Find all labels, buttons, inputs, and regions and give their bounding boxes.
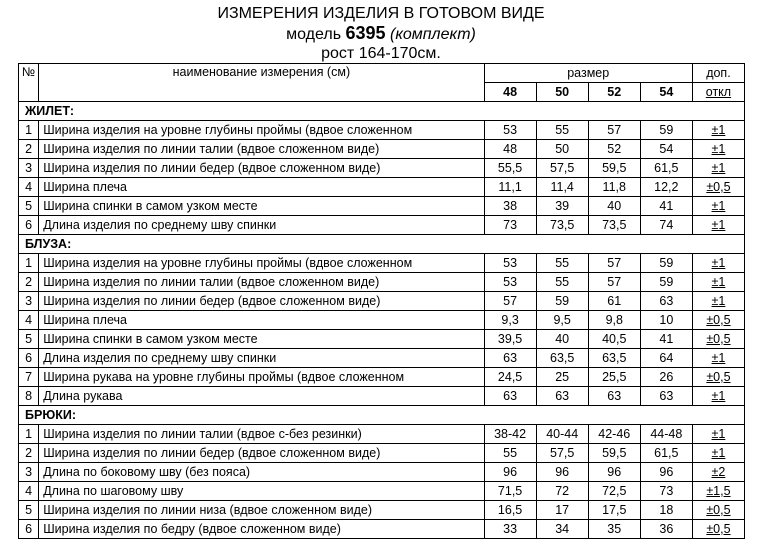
measurement-name: Длина по боковому шву (без пояса) <box>39 463 484 482</box>
section-title: БРЮКИ: <box>19 406 745 425</box>
table-row <box>19 387 745 406</box>
measurement-value: 42-46 <box>588 425 640 444</box>
table-row <box>19 463 745 482</box>
measurement-name: Ширина спинки в самом узком месте <box>39 330 484 349</box>
tolerance-cell <box>692 520 744 539</box>
col-tolerance-header-bottom <box>692 83 744 102</box>
model-suffix: (комплект) <box>385 26 476 43</box>
measurement-name: Ширина изделия по линии низа (вдвое сложенном виде) <box>39 501 484 520</box>
measurement-value: 25,5 <box>588 368 640 387</box>
tolerance-cell <box>692 330 744 349</box>
tolerance-value: ±1 <box>711 217 726 232</box>
measurement-value: 12,2 <box>640 178 692 197</box>
row-number: 3 <box>19 159 39 178</box>
measurement-value: 96 <box>484 463 536 482</box>
measurement-value: 96 <box>588 463 640 482</box>
measurement-value: 59 <box>640 254 692 273</box>
tolerance-value: ±0,5 <box>706 521 731 536</box>
row-number: 5 <box>19 501 39 520</box>
measurement-name: Ширина изделия по линии бедер (вдвое сложенном виде) <box>39 159 484 178</box>
table-row <box>19 501 745 520</box>
measurement-value: 41 <box>640 197 692 216</box>
measurement-value: 34 <box>536 520 588 539</box>
table-row <box>19 349 745 368</box>
measurement-name: Длина изделия по среднему шву спинки <box>39 349 484 368</box>
tolerance-value: ±1 <box>711 388 726 403</box>
measurements-table <box>18 63 745 539</box>
measurement-value: 44-48 <box>640 425 692 444</box>
measurement-value: 61,5 <box>640 444 692 463</box>
measurement-name: Ширина плеча <box>39 311 484 330</box>
measurement-value: 73,5 <box>536 216 588 235</box>
measurement-value: 57 <box>588 273 640 292</box>
measurement-value: 57 <box>484 292 536 311</box>
section-row <box>19 235 745 254</box>
measurement-name: Ширина изделия на уровне глубины проймы (вдвое сложенном <box>39 254 484 273</box>
tolerance-value: ±1 <box>711 141 726 156</box>
tolerance-value: ±1 <box>711 198 726 213</box>
model-line <box>0 24 762 44</box>
measurement-value: 59,5 <box>588 159 640 178</box>
measurement-value: 73,5 <box>588 216 640 235</box>
measurement-value: 64 <box>640 349 692 368</box>
measurement-value: 53 <box>484 121 536 140</box>
row-number: 6 <box>19 216 39 235</box>
measurement-value: 35 <box>588 520 640 539</box>
measurement-value: 61,5 <box>640 159 692 178</box>
tolerance-cell <box>692 368 744 387</box>
measurement-value: 71,5 <box>484 482 536 501</box>
measurement-value: 40,5 <box>588 330 640 349</box>
tolerance-cell <box>692 140 744 159</box>
tolerance-value: ±0,5 <box>706 312 731 327</box>
measurement-value: 55 <box>536 121 588 140</box>
measurement-value: 63 <box>484 387 536 406</box>
measurement-name: Ширина изделия по линии бедер (вдвое сложенном виде) <box>39 292 484 311</box>
tolerance-cell <box>692 349 744 368</box>
tolerance-cell <box>692 254 744 273</box>
measurement-value: 63 <box>640 387 692 406</box>
table-row <box>19 178 745 197</box>
measurement-name: Длина рукава <box>39 387 484 406</box>
size-50: 50 <box>536 83 588 102</box>
table-row <box>19 197 745 216</box>
measurement-value: 54 <box>640 140 692 159</box>
table-row <box>19 368 745 387</box>
table-row <box>19 330 745 349</box>
measurement-value: 17 <box>536 501 588 520</box>
tolerance-value: ±0,5 <box>706 369 731 384</box>
model-number: 6395 <box>345 23 386 43</box>
size-48: 48 <box>484 83 536 102</box>
table-row <box>19 159 745 178</box>
measurement-name: Ширина изделия по линии бедер (вдвое сложенном виде) <box>39 444 484 463</box>
measurement-value: 61 <box>588 292 640 311</box>
row-number: 1 <box>19 254 39 273</box>
measurement-value: 63,5 <box>588 349 640 368</box>
tolerance-cell <box>692 387 744 406</box>
col-number-header: № <box>19 64 39 102</box>
row-number: 5 <box>19 330 39 349</box>
row-number: 3 <box>19 292 39 311</box>
row-number: 4 <box>19 482 39 501</box>
measurement-value: 11,4 <box>536 178 588 197</box>
tolerance-value: ±1 <box>711 426 726 441</box>
tolerance-cell <box>692 273 744 292</box>
table-row <box>19 444 745 463</box>
table-row <box>19 482 745 501</box>
table-row <box>19 292 745 311</box>
tolerance-value: ±1 <box>711 350 726 365</box>
measurement-value: 16,5 <box>484 501 536 520</box>
tolerance-value: ±0,5 <box>706 179 731 194</box>
table-header-row <box>19 64 745 83</box>
measurement-value: 41 <box>640 330 692 349</box>
tolerance-value: ±0,5 <box>706 502 731 517</box>
measurement-value: 11,8 <box>588 178 640 197</box>
table-row <box>19 425 745 444</box>
measurement-name: Ширина плеча <box>39 178 484 197</box>
row-number: 6 <box>19 349 39 368</box>
row-number: 3 <box>19 463 39 482</box>
tolerance-value: ±1 <box>711 274 726 289</box>
model-prefix: модель <box>286 26 346 43</box>
tolerance-cell <box>692 178 744 197</box>
measurement-value: 55 <box>484 444 536 463</box>
tolerance-value: ±1 <box>711 255 726 270</box>
measurement-value: 63,5 <box>536 349 588 368</box>
table-row <box>19 254 745 273</box>
measurement-value: 73 <box>484 216 536 235</box>
table-row <box>19 311 745 330</box>
table-row <box>19 140 745 159</box>
row-number: 4 <box>19 178 39 197</box>
measurement-value: 55,5 <box>484 159 536 178</box>
measurement-value: 40 <box>536 330 588 349</box>
measurement-value: 96 <box>640 463 692 482</box>
measurement-name: Длина по шаговому шву <box>39 482 484 501</box>
measurement-value: 73 <box>640 482 692 501</box>
row-number: 8 <box>19 387 39 406</box>
row-number: 5 <box>19 197 39 216</box>
tolerance-cell <box>692 311 744 330</box>
measurement-value: 9,5 <box>536 311 588 330</box>
size-54: 54 <box>640 83 692 102</box>
tolerance-cell <box>692 292 744 311</box>
table-row <box>19 273 745 292</box>
measurement-value: 57,5 <box>536 444 588 463</box>
row-number: 1 <box>19 121 39 140</box>
tolerance-cell <box>692 197 744 216</box>
tolerance-value: ±1,5 <box>706 483 731 498</box>
tolerance-abbrev: откл <box>705 84 732 99</box>
measurement-value: 36 <box>640 520 692 539</box>
section-row <box>19 102 745 121</box>
measurement-value: 48 <box>484 140 536 159</box>
tolerance-cell <box>692 501 744 520</box>
measurement-value: 26 <box>640 368 692 387</box>
measurement-value: 39 <box>536 197 588 216</box>
measurement-value: 10 <box>640 311 692 330</box>
measurement-value: 38-42 <box>484 425 536 444</box>
measurement-name: Ширина изделия по бедру (вдвое сложенном виде) <box>39 520 484 539</box>
tolerance-cell <box>692 159 744 178</box>
measurement-value: 59 <box>536 292 588 311</box>
measurement-value: 55 <box>536 254 588 273</box>
row-number: 2 <box>19 140 39 159</box>
measurement-value: 38 <box>484 197 536 216</box>
measurement-value: 72 <box>536 482 588 501</box>
tolerance-cell <box>692 444 744 463</box>
row-number: 2 <box>19 444 39 463</box>
measurement-value: 33 <box>484 520 536 539</box>
col-name-header: наименование измерения (см) <box>39 64 484 102</box>
row-number: 4 <box>19 311 39 330</box>
section-title: ЖИЛЕТ: <box>19 102 745 121</box>
tolerance-cell <box>692 482 744 501</box>
measurement-value: 63 <box>484 349 536 368</box>
size-52: 52 <box>588 83 640 102</box>
measurement-name: Ширина спинки в самом узком месте <box>39 197 484 216</box>
measurement-value: 50 <box>536 140 588 159</box>
measurement-value: 63 <box>640 292 692 311</box>
measurement-value: 53 <box>484 273 536 292</box>
tolerance-cell <box>692 216 744 235</box>
measurement-value: 9,3 <box>484 311 536 330</box>
measurement-value: 57,5 <box>536 159 588 178</box>
tolerance-value: ±0,5 <box>706 331 731 346</box>
tolerance-cell <box>692 121 744 140</box>
tolerance-value: ±2 <box>711 464 726 479</box>
tolerance-value: ±1 <box>711 445 726 460</box>
height-range: рост 164-170см. <box>321 45 441 62</box>
measurement-value: 57 <box>588 254 640 273</box>
measurement-name: Длина изделия по среднему шву спинки <box>39 216 484 235</box>
section-title: БЛУЗА: <box>19 235 745 254</box>
measurement-value: 63 <box>588 387 640 406</box>
measurement-value: 11,1 <box>484 178 536 197</box>
measurement-value: 74 <box>640 216 692 235</box>
tolerance-value: ±1 <box>711 122 726 137</box>
tolerance-value: ±1 <box>711 293 726 308</box>
measurement-value: 18 <box>640 501 692 520</box>
measurement-value: 9,8 <box>588 311 640 330</box>
measurement-name: Ширина рукава на уровне глубины проймы (вдвое сложенном <box>39 368 484 387</box>
tolerance-cell <box>692 425 744 444</box>
measurement-value: 59 <box>640 121 692 140</box>
measurement-value: 72,5 <box>588 482 640 501</box>
measurement-value: 63 <box>536 387 588 406</box>
tolerance-value: ±1 <box>711 160 726 175</box>
section-row <box>19 406 745 425</box>
measurement-value: 25 <box>536 368 588 387</box>
measurement-value: 40 <box>588 197 640 216</box>
measurement-value: 40-44 <box>536 425 588 444</box>
measurement-value: 17,5 <box>588 501 640 520</box>
measurement-value: 52 <box>588 140 640 159</box>
measurement-name: Ширина изделия по линии талии (вдвое сложенном виде) <box>39 140 484 159</box>
table-row <box>19 216 745 235</box>
row-number: 6 <box>19 520 39 539</box>
row-number: 2 <box>19 273 39 292</box>
row-number: 1 <box>19 425 39 444</box>
measurement-value: 24,5 <box>484 368 536 387</box>
measurement-value: 57 <box>588 121 640 140</box>
table-row <box>19 520 745 539</box>
measurement-value: 39,5 <box>484 330 536 349</box>
measurement-name: Ширина изделия по линии талии (вдвое сложенном виде) <box>39 273 484 292</box>
col-tolerance-header-top: доп. <box>692 64 744 83</box>
document-header <box>0 0 762 63</box>
row-number: 7 <box>19 368 39 387</box>
measurement-name: Ширина изделия по линии талии (вдвое с-без резинки) <box>39 425 484 444</box>
tolerance-cell <box>692 463 744 482</box>
measurement-name: Ширина изделия на уровне глубины проймы (вдвое сложенном <box>39 121 484 140</box>
measurement-value: 53 <box>484 254 536 273</box>
document-title: ИЗМЕРЕНИЯ ИЗДЕЛИЯ В ГОТОВОМ ВИДЕ <box>217 5 545 22</box>
table-row <box>19 121 745 140</box>
measurement-value: 59 <box>640 273 692 292</box>
measurement-value: 96 <box>536 463 588 482</box>
measurement-value: 55 <box>536 273 588 292</box>
col-size-header: размер <box>484 64 692 83</box>
measurement-value: 59,5 <box>588 444 640 463</box>
